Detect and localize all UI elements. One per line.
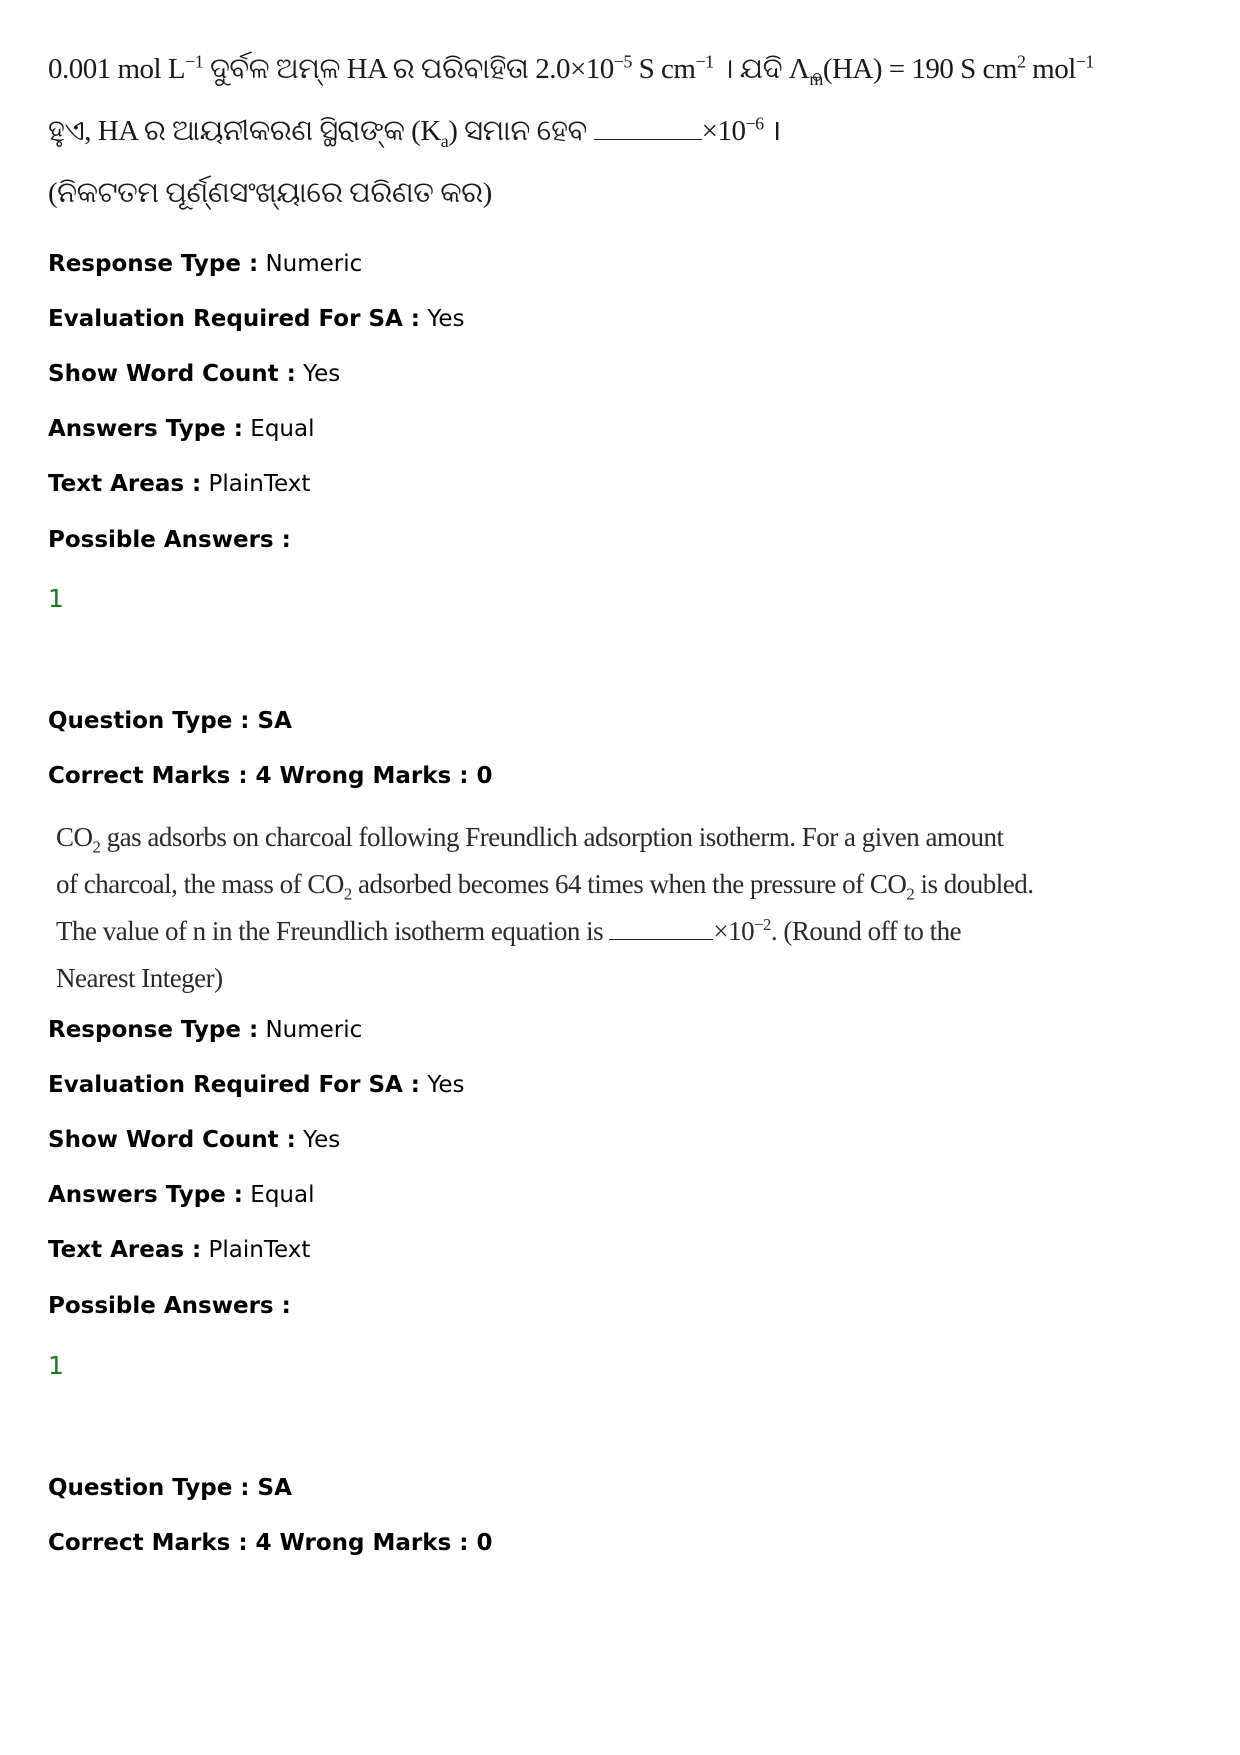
- field-label: Text Areas :: [48, 471, 202, 497]
- text-areas-row: [48, 1235, 310, 1265]
- field-value: Numeric: [258, 1017, 363, 1043]
- question-type-row: [48, 706, 292, 736]
- question-type: Question Type : SA: [48, 708, 292, 734]
- q2-subscript: 2: [92, 837, 101, 857]
- question-1-line-1: 0.001 mol $L^{-1}$ ଦୁର୍ବଳ ଅମ୍ଳ HA ର ପରିବାହିତା $2.0\times 10^{-5}$ S $cm^{-1}$ । ଯଦି $\Lambda_m(HA) = 190$ S $cm^2$ mol$^{-1}$: [48, 51, 1094, 89]
- answer-blank: [609, 921, 713, 940]
- response-type-row: [48, 249, 362, 279]
- field-value: Numeric: [258, 251, 363, 277]
- field-label: Possible Answers :: [48, 1293, 291, 1319]
- question-2-line-3: [56, 908, 962, 955]
- answer-blank: [594, 119, 702, 140]
- question-1-line-2: [48, 100, 1094, 162]
- q2-text-segment: ×10: [713, 916, 755, 946]
- q1-text-segment: 0.001 mol L: [48, 53, 186, 85]
- q1-superscript: 2: [1016, 51, 1026, 72]
- q1-text-segment: । ଯଦି Λ: [713, 53, 810, 85]
- question-1-line-3: [48, 162, 1094, 224]
- q2-subscript: 2: [906, 884, 915, 904]
- answers-type-row: [48, 1180, 315, 1210]
- field-label: Answers Type :: [48, 416, 243, 442]
- field-value: Yes: [420, 306, 465, 332]
- field-value: Yes: [295, 361, 341, 387]
- evaluation-required-row: [48, 1070, 464, 1100]
- q2-text-segment: . (Round off to the: [770, 916, 962, 946]
- field-label: Possible Answers :: [48, 527, 291, 553]
- q1-text-segment: ହୁଏ, HA ର ଆୟନୀକରଣ ସ୍ଥିରାଙ୍କ (K: [48, 115, 441, 147]
- field-value: PlainText: [201, 471, 311, 497]
- question-2-text: [56, 814, 1034, 1002]
- question-type: Question Type : SA: [48, 1475, 292, 1501]
- question-2-line-1: [56, 814, 1004, 861]
- q1-superscript: −1: [695, 51, 714, 72]
- q1-superscript: −6: [745, 113, 764, 134]
- marks-row: [48, 761, 492, 791]
- q2-subscript: 2: [343, 884, 352, 904]
- field-value: Yes: [420, 1072, 465, 1098]
- q1-superscript: −1: [185, 51, 204, 72]
- q2-text-segment: is doubled.: [914, 869, 1034, 899]
- marks-row: [48, 1528, 492, 1558]
- text-areas-row: [48, 469, 310, 499]
- field-label: Answers Type :: [48, 1182, 243, 1208]
- q1-text-segment: mol: [1025, 53, 1076, 85]
- show-word-count-row: [48, 1125, 340, 1155]
- question-1-text: [48, 38, 1094, 224]
- q1-text-segment: ।: [763, 115, 781, 147]
- q1-superscript: −5: [613, 51, 632, 72]
- q2-text-segment: adsorbed becomes 64 times when the pressure of CO: [351, 869, 907, 899]
- marks: Correct Marks : 4 Wrong Marks : 0: [48, 1530, 493, 1556]
- q2-text-segment: CO: [56, 822, 93, 852]
- answers-type-row: [48, 414, 315, 444]
- field-label: Evaluation Required For SA :: [48, 1072, 421, 1098]
- q1-text-segment: ଦୁର୍ବଳ ଅମ୍ଳ HA ର ପରିବାହିତା 2.0×10: [203, 53, 614, 85]
- question-2-line-2: [56, 861, 1034, 908]
- q1-subscript: a: [440, 130, 449, 151]
- q1-superscript: −1: [1075, 51, 1094, 72]
- field-label: Show Word Count :: [48, 361, 296, 387]
- possible-answers-row: [48, 1291, 291, 1321]
- q2-text-segment: The value of n in the Freundlich isotherm equation is: [56, 916, 610, 946]
- q1-text-segment: S cm: [631, 53, 696, 85]
- field-label: Text Areas :: [48, 1237, 202, 1263]
- field-label: Response Type :: [48, 1017, 259, 1043]
- marks: Correct Marks : 4 Wrong Marks : 0: [48, 763, 493, 789]
- q2-superscript: −2: [754, 915, 771, 934]
- possible-answers-row: [48, 525, 291, 555]
- question-type-row: [48, 1473, 292, 1503]
- question-2-line-4: [56, 955, 946, 1002]
- evaluation-required-row: [48, 304, 464, 334]
- field-value: Yes: [295, 1127, 341, 1153]
- field-value: Equal: [242, 416, 315, 442]
- response-type-row: [48, 1015, 362, 1045]
- possible-answer-value: 1: [48, 584, 64, 613]
- q2-text-segment: gas adsorbs on charcoal following Freundlich adsorption isotherm. For a given amount: [100, 822, 1004, 852]
- q2-text-segment: Nearest Integer): [56, 963, 223, 993]
- q1-text-segment: (ନିକଟତମ ପୂର୍ଣ୍ଣସଂଖ୍ୟାରେ ପରିଣତ କର): [48, 177, 492, 209]
- field-label: Evaluation Required For SA :: [48, 306, 421, 332]
- field-value: PlainText: [201, 1237, 311, 1263]
- show-word-count-row: [48, 359, 340, 389]
- possible-answer-value: 1: [48, 1351, 64, 1380]
- q2-text-segment: of charcoal, the mass of CO: [56, 869, 344, 899]
- q1-text-segment: (HA) = 190 S cm: [822, 53, 1017, 85]
- q1-text-segment: ) ସମାନ ହେବ: [448, 115, 594, 147]
- q1-text-segment: ×10: [701, 115, 746, 147]
- field-value: Equal: [242, 1182, 315, 1208]
- field-label: Show Word Count :: [48, 1127, 296, 1153]
- field-label: Response Type :: [48, 251, 259, 277]
